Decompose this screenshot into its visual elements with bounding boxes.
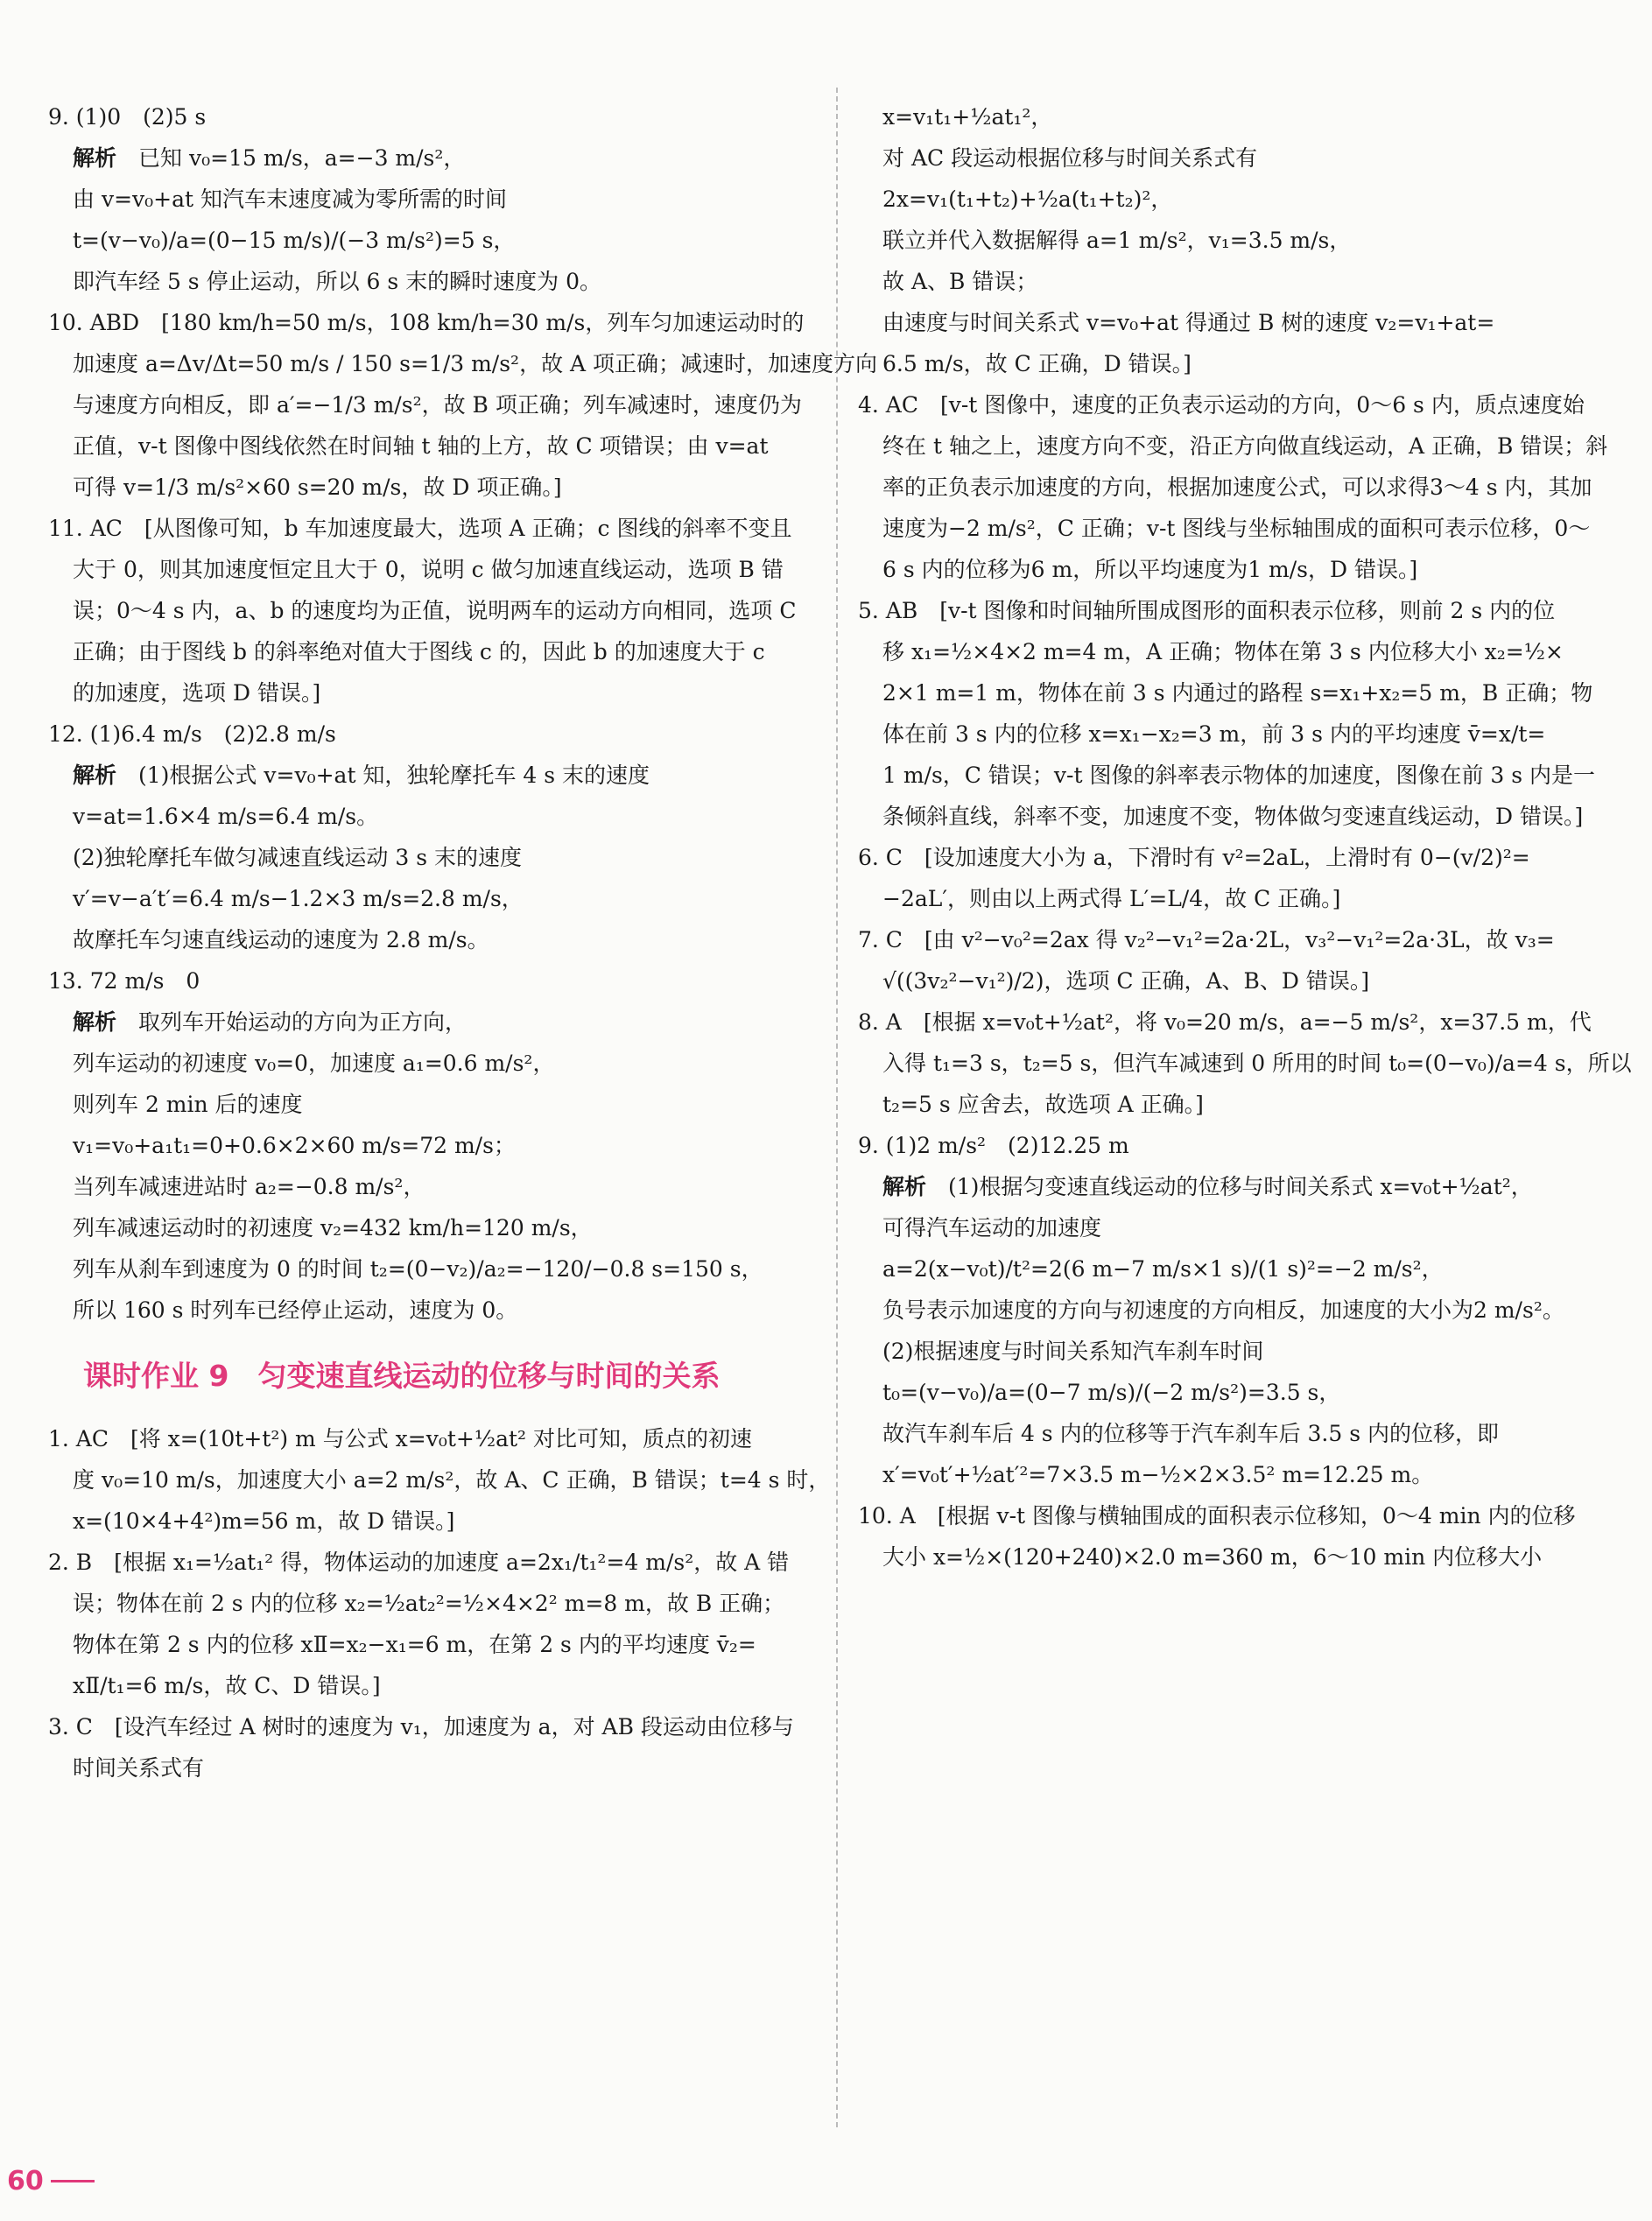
line-text: 6. C [设加速度大小为 a，下滑时有 v²=2aL，上滑时有 0−(v/2)²= (858, 845, 1530, 870)
text-line (858, 96, 1611, 137)
line-text: 8. A [根据 x=v₀t+½at²，将 v₀=20 m/s，a=−5 m/s²，x=37.5 m，代 (858, 1009, 1592, 1035)
answers-list-3 (858, 96, 1632, 1578)
line-text: 由 v=v₀+at 知汽车末速度减为零所需的时间 (73, 186, 508, 212)
line-text: 故摩托车匀速直线运动的速度为 2.8 m/s。 (73, 927, 489, 952)
text-line (48, 179, 819, 220)
text-line (48, 960, 819, 1002)
text-line (48, 1207, 819, 1248)
line-text: 取列车开始运动的方向为正方向， (116, 1009, 467, 1035)
line-text: 7. C [由 v²−v₀²=2ax 得 v₂²−v₁²=2a·2L，v₃²−v₁²=2a·3L，故 v₃= (858, 927, 1555, 952)
column-divider (836, 88, 838, 2127)
line-text: v₁=v₀+a₁t₁=0+0.6×2×60 m/s=72 m/s； (73, 1133, 516, 1158)
text-line (48, 919, 819, 960)
line-text: 6 s 内的位移为6 m，所以平均速度为1 m/s，D 错误。] (882, 557, 1418, 582)
answers-list-1 (48, 96, 878, 1331)
text-line (48, 302, 819, 343)
line-text: 所以 160 s 时列车已经停止运动，速度为 0。 (73, 1297, 518, 1323)
text-line (858, 755, 1611, 796)
text-line (48, 1542, 819, 1583)
text-line (48, 549, 819, 590)
line-text: 1. AC [将 x=(10t+t²) m 与公式 x=v₀t+½at² 对比可知，质点的初速 (48, 1426, 752, 1451)
text-line (858, 1290, 1611, 1331)
line-text: 物体在第 2 s 内的位移 xⅡ=x₂−x₁=6 m，在第 2 s 内的平均速度 v̄₂= (73, 1632, 756, 1657)
text-line (48, 1043, 819, 1084)
line-text: (2)根据速度与时间关系知汽车刹车时间 (882, 1339, 1264, 1364)
line-text: t=(v−v₀)/a=(0−15 m/s)/(−3 m/s²)=5 s， (73, 228, 516, 253)
text-line (858, 878, 1611, 919)
text-line (48, 878, 819, 919)
text-line (858, 467, 1611, 508)
line-text: 速度为−2 m/s²，C 正确；v-t 图线与坐标轴围成的面积可表示位移，0～ (882, 516, 1591, 541)
analysis-label: 解析 (73, 1009, 117, 1035)
text-line (48, 1706, 819, 1747)
line-text: 正值，v-t 图像中图线依然在时间轴 t 轴的上方，故 C 项错误；由 v=at (73, 433, 769, 459)
text-line (858, 672, 1611, 713)
line-text: 已知 v₀=15 m/s，a=−3 m/s²， (116, 145, 466, 171)
line-text: 终在 t 轴之上，速度方向不变，沿正方向做直线运动，A 正确，B 错误；斜 (882, 433, 1608, 459)
line-text: v′=v−a′t′=6.4 m/s−1.2×3 m/s=2.8 m/s， (73, 886, 524, 911)
line-text: 9. (1)0 (2)5 s (48, 104, 207, 130)
text-line (48, 796, 819, 837)
text-line (858, 302, 1611, 343)
line-text: 3. C [设汽车经过 A 树时的速度为 v₁，加速度为 a，对 AB 段运动由位移与 (48, 1714, 794, 1740)
line-text: t₀=(v−v₀)/a=(0−7 m/s)/(−2 m/s²)=3.5 s， (882, 1380, 1341, 1405)
text-line (858, 425, 1611, 467)
line-text: 时间关系式有 (73, 1755, 205, 1781)
line-text: 的加速度，选项 D 错误。] (73, 680, 321, 706)
line-text: 13. 72 m/s 0 (48, 968, 200, 994)
text-line (858, 796, 1611, 837)
text-line (858, 1413, 1611, 1454)
line-text: x=(10×4+4²)m=56 m，故 D 错误。] (73, 1508, 455, 1534)
line-text: √((3v₂²−v₁²)/2)，选项 C 正确，A、B、D 错误。] (882, 968, 1370, 994)
text-line (48, 1583, 819, 1624)
line-text: 可得汽车运动的加速度 (882, 1215, 1102, 1241)
line-text: 12. (1)6.4 m/s (2)2.8 m/s (48, 721, 336, 747)
line-text: 2x=v₁(t₁+t₂)+½a(t₁+t₂)²， (882, 186, 1173, 212)
text-line (858, 837, 1611, 878)
text-line (858, 508, 1611, 549)
text-line (48, 631, 819, 672)
text-line (48, 425, 819, 467)
text-line (48, 261, 819, 302)
text-line (858, 960, 1611, 1002)
text-line (858, 1125, 1611, 1166)
page-number: 60 (7, 2166, 44, 2196)
text-line (858, 1331, 1611, 1372)
line-text: 移 x₁=½×4×2 m=4 m，A 正确；物体在第 3 s 内位移大小 x₂=½× (882, 639, 1564, 664)
line-text: 加速度 a=Δv/Δt=50 m/s / 150 s=1/3 m/s²，故 A 项正确；减速时，加速度方向 (73, 351, 878, 376)
text-line (48, 1665, 819, 1706)
line-text: (1)根据匀变速直线运动的位移与时间关系式 x=v₀t+½at²， (926, 1174, 1533, 1199)
text-line (858, 1084, 1611, 1125)
text-line (858, 384, 1611, 425)
text-line (858, 1207, 1611, 1248)
text-line (48, 713, 819, 755)
section-title: 课时作业 9 匀变速直线运动的位移与时间的关系 (83, 1359, 721, 1393)
text-line (48, 1459, 831, 1501)
line-text: 对 AC 段运动根据位移与时间关系式有 (882, 145, 1258, 171)
line-text: 即汽车经 5 s 停止运动，所以 6 s 末的瞬时速度为 0。 (73, 269, 602, 294)
line-text: 9. (1)2 m/s² (2)12.25 m (858, 1133, 1129, 1158)
line-text: 正确；由于图线 b 的斜率绝对值大于图线 c 的，因此 b 的加速度大于 c (73, 639, 765, 664)
line-text: 故 A、B 错误； (882, 269, 1038, 294)
text-line (858, 1536, 1611, 1578)
text-line (48, 384, 819, 425)
text-line (858, 549, 1611, 590)
analysis-label: 解析 (882, 1174, 927, 1199)
line-text: xⅡ/t₁=6 m/s，故 C、D 错误。] (73, 1673, 381, 1698)
line-text: 大于 0，则其加速度恒定且大于 0，说明 c 做匀加速直线运动，选项 B 错 (73, 557, 784, 582)
text-line (858, 1454, 1611, 1495)
line-text: 当列车减速进站时 a₂=−0.8 m/s²， (73, 1174, 425, 1199)
text-line (48, 137, 819, 179)
line-text: 5. AB [v-t 图像和时间轴所围成图形的面积表示位移，则前 2 s 内的位 (858, 598, 1556, 623)
line-text: (1)根据公式 v=v₀+at 知，独轮摩托车 4 s 末的速度 (116, 763, 650, 788)
text-line (48, 467, 819, 508)
line-text: 入得 t₁=3 s，t₂=5 s，但汽车减速到 0 所用的时间 t₀=(0−v₀)/a=4 s，所以 (882, 1051, 1632, 1076)
text-line (48, 220, 819, 261)
analysis-label: 解析 (73, 763, 117, 788)
line-text: 故汽车刹车后 4 s 内的位移等于汽车刹车后 3.5 s 内的位移，即 (882, 1421, 1500, 1446)
line-text: 联立并代入数据解得 a=1 m/s²，v₁=3.5 m/s， (882, 228, 1352, 253)
analysis-label: 解析 (73, 145, 117, 171)
line-text: −2aL′，则由以上两式得 L′=L/4，故 C 正确。] (882, 886, 1341, 911)
text-line (858, 179, 1611, 220)
line-text: 误；0～4 s 内，a、b 的速度均为正值，说明两车的运动方向相同，选项 C (73, 598, 797, 623)
line-text: 6.5 m/s，故 C 正确，D 错误。] (882, 351, 1192, 376)
text-line (48, 755, 819, 796)
line-text: 误；物体在前 2 s 内的位移 x₂=½at₂²=½×4×2² m=8 m，故 B 正确； (73, 1591, 785, 1616)
line-text: v=at=1.6×4 m/s=6.4 m/s。 (73, 804, 379, 829)
text-line (48, 1002, 819, 1043)
line-text: x′=v₀t′+½at′²=7×3.5 m−½×2×3.5² m=12.25 m。 (882, 1462, 1434, 1487)
line-text: 2×1 m=1 m，物体在前 3 s 内通过的路程 s=x₁+x₂=5 m，B 正确；物 (882, 680, 1593, 706)
text-line (858, 137, 1611, 179)
right-column (858, 96, 1632, 1578)
text-line (48, 1501, 819, 1542)
text-line (48, 1624, 819, 1665)
text-line (48, 343, 878, 384)
line-text: 可得 v=1/3 m/s²×60 s=20 m/s，故 D 项正确。] (73, 474, 562, 500)
text-line (858, 261, 1611, 302)
page-number-rule (51, 2180, 95, 2182)
text-line (858, 1248, 1611, 1290)
line-text: 10. ABD [180 km/h=50 m/s，108 km/h=30 m/s，列车匀加速运动时的 (48, 310, 805, 335)
text-line (48, 672, 819, 713)
line-text: 体在前 3 s 内的位移 x=x₁−x₂=3 m，前 3 s 内的平均速度 v̄=x/t= (882, 721, 1546, 747)
text-line (858, 590, 1611, 631)
line-text: 列车从刹车到速度为 0 的时间 t₂=(0−v₂)/a₂=−120/−0.8 s=150 s， (73, 1256, 763, 1282)
text-line (48, 508, 819, 549)
text-line (48, 1084, 819, 1125)
left-column (48, 96, 878, 1789)
text-line (48, 1125, 819, 1166)
line-text: (2)独轮摩托车做匀减速直线运动 3 s 末的速度 (73, 845, 522, 870)
line-text: 10. A [根据 v-t 图像与横轴围成的面积表示位移知，0～4 min 内的位移 (858, 1503, 1576, 1529)
text-line (48, 590, 819, 631)
line-text: a=2(x−v₀t)/t²=2(6 m−7 m/s×1 s)/(1 s)²=−2 m/s²， (882, 1256, 1444, 1282)
text-line (858, 1495, 1611, 1536)
line-text: 1 m/s，C 错误；v-t 图像的斜率表示物体的加速度，图像在前 3 s 内是一 (882, 763, 1596, 788)
line-text: 列车运动的初速度 v₀=0，加速度 a₁=0.6 m/s²， (73, 1051, 555, 1076)
text-line (48, 1166, 819, 1207)
line-text: 则列车 2 min 后的速度 (73, 1092, 303, 1117)
text-line (48, 1747, 819, 1789)
text-line (48, 1248, 819, 1290)
text-line (858, 1043, 1632, 1084)
text-line (48, 96, 819, 137)
text-line (48, 837, 819, 878)
line-text: 由速度与时间关系式 v=v₀+at 得通过 B 树的速度 v₂=v₁+at= (882, 310, 1495, 335)
text-line (858, 1166, 1611, 1207)
line-text: 条倾斜直线，斜率不变，加速度不变，物体做匀变速直线运动，D 错误。] (882, 804, 1584, 829)
text-line (48, 1290, 819, 1331)
text-line (858, 631, 1611, 672)
line-text: 负号表示加速度的方向与初速度的方向相反，加速度的大小为2 m/s²。 (882, 1297, 1564, 1323)
line-text: 11. AC [从图像可知，b 车加速度最大，选项 A 正确；c 图线的斜率不变且 (48, 516, 792, 541)
line-text: 率的正负表示加速度的方向，根据加速度公式，可以求得3～4 s 内，其加 (882, 474, 1592, 500)
text-line (858, 1372, 1611, 1413)
line-text: x=v₁t₁+½at₁²， (882, 104, 1053, 130)
line-text: 度 v₀=10 m/s，加速度大小 a=2 m/s²，故 A、C 正确，B 错误；t=4 s 时， (73, 1467, 831, 1493)
line-text: t₂=5 s 应舍去，故选项 A 正确。] (882, 1092, 1204, 1117)
line-text: 与速度方向相反，即 a′=−1/3 m/s²，故 B 项正确；列车减速时，速度仍为 (73, 392, 802, 418)
text-line (48, 1418, 819, 1459)
line-text: 2. B [根据 x₁=½at₁² 得，物体运动的加速度 a=2x₁/t₁²=4 m/s²，故 A 错 (48, 1550, 790, 1575)
text-line (858, 1002, 1611, 1043)
text-line (858, 343, 1611, 384)
answers-list-2 (48, 1418, 831, 1789)
text-line (858, 919, 1611, 960)
line-text: 大小 x=½×(120+240)×2.0 m=360 m，6～10 min 内位移大小 (882, 1544, 1543, 1570)
line-text: 4. AC [v-t 图像中，速度的正负表示运动的方向，0～6 s 内，质点速度始 (858, 392, 1585, 418)
text-line (858, 713, 1611, 755)
text-line (858, 220, 1611, 261)
line-text: 列车减速运动时的初速度 v₂=432 km/h=120 m/s， (73, 1215, 593, 1241)
